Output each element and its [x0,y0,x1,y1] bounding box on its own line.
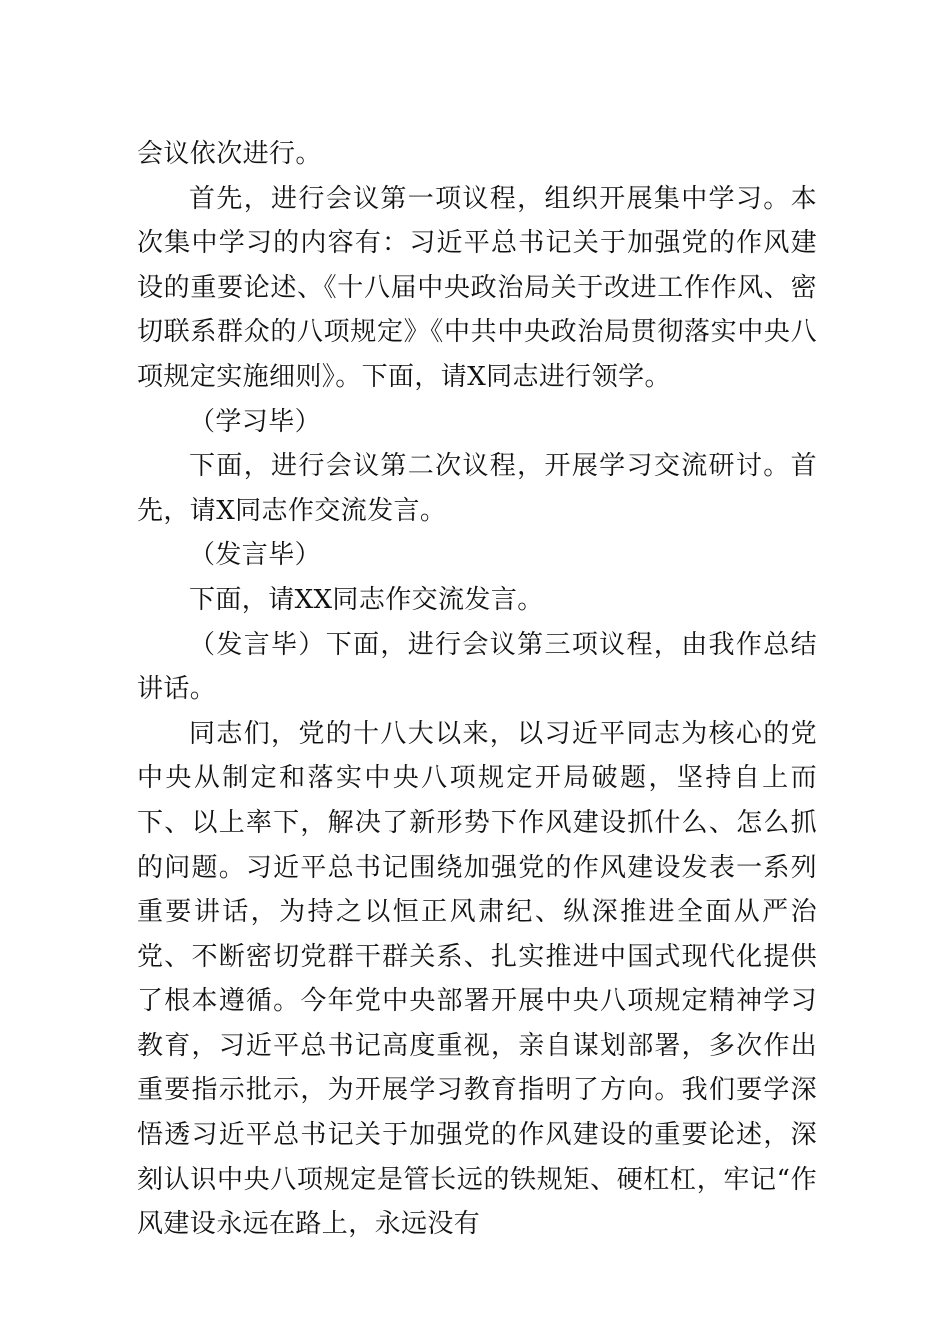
paragraph-2: 首先，进行会议第一项议程，组织开展集中学习。本次集中学习的内容有：习近平总书记关于加强党的作风建设的重要论述、《十八届中央政治局关于改进工作作风、密切联系群众的八项规定》《中共中央政治局贯彻落实中央八项规定实施细则》。下面，请X同志进行领学。 [137,183,817,392]
paragraph-4: 下面，进行会议第二次议程，开展学习交流研讨。首先，请X同志作交流发言。 [137,451,817,526]
paragraph-1: 会议依次进行。 [137,139,322,169]
paragraph-6: 下面，请XX同志作交流发言。 [189,584,544,615]
paragraph-8: 同志们，党的十八大以来，以习近平同志为核心的党中央从制定和落实中央八项规定开局破题，坚持自上而下、以上率下，解决了新形势下作风建设抓什么、怎么抓的问题。习近平总书记围绕加强党的作风建设发表一系列重要讲话，为持之以恒正风肃纪、纵深推进全面从严治党、不断密切党群干群关系、扎实推进中国式现代化提供了根本遵循。今年党中央部署开展中央八项规定精神学习教育，习近平总书记高度重视，亲自谋划部署，多次作出重要指示批示，为开展学习教育指明了方向。我们要学深悟透习近平总书记关于加强党的作风建设的重要论述，深刻认识中央八项规定是管长远的铁规矩、硬杠杠，牢记“作风建设永远在路上，永远没有 [137,718,817,1240]
document-page [137,132,817,1247]
paragraph-5: （发言毕） [189,540,322,571]
paragraph-3: （学习毕） [189,406,322,437]
paragraph-7: （发言毕）下面，进行会议第三项议程，由我作总结讲话。 [137,629,817,705]
